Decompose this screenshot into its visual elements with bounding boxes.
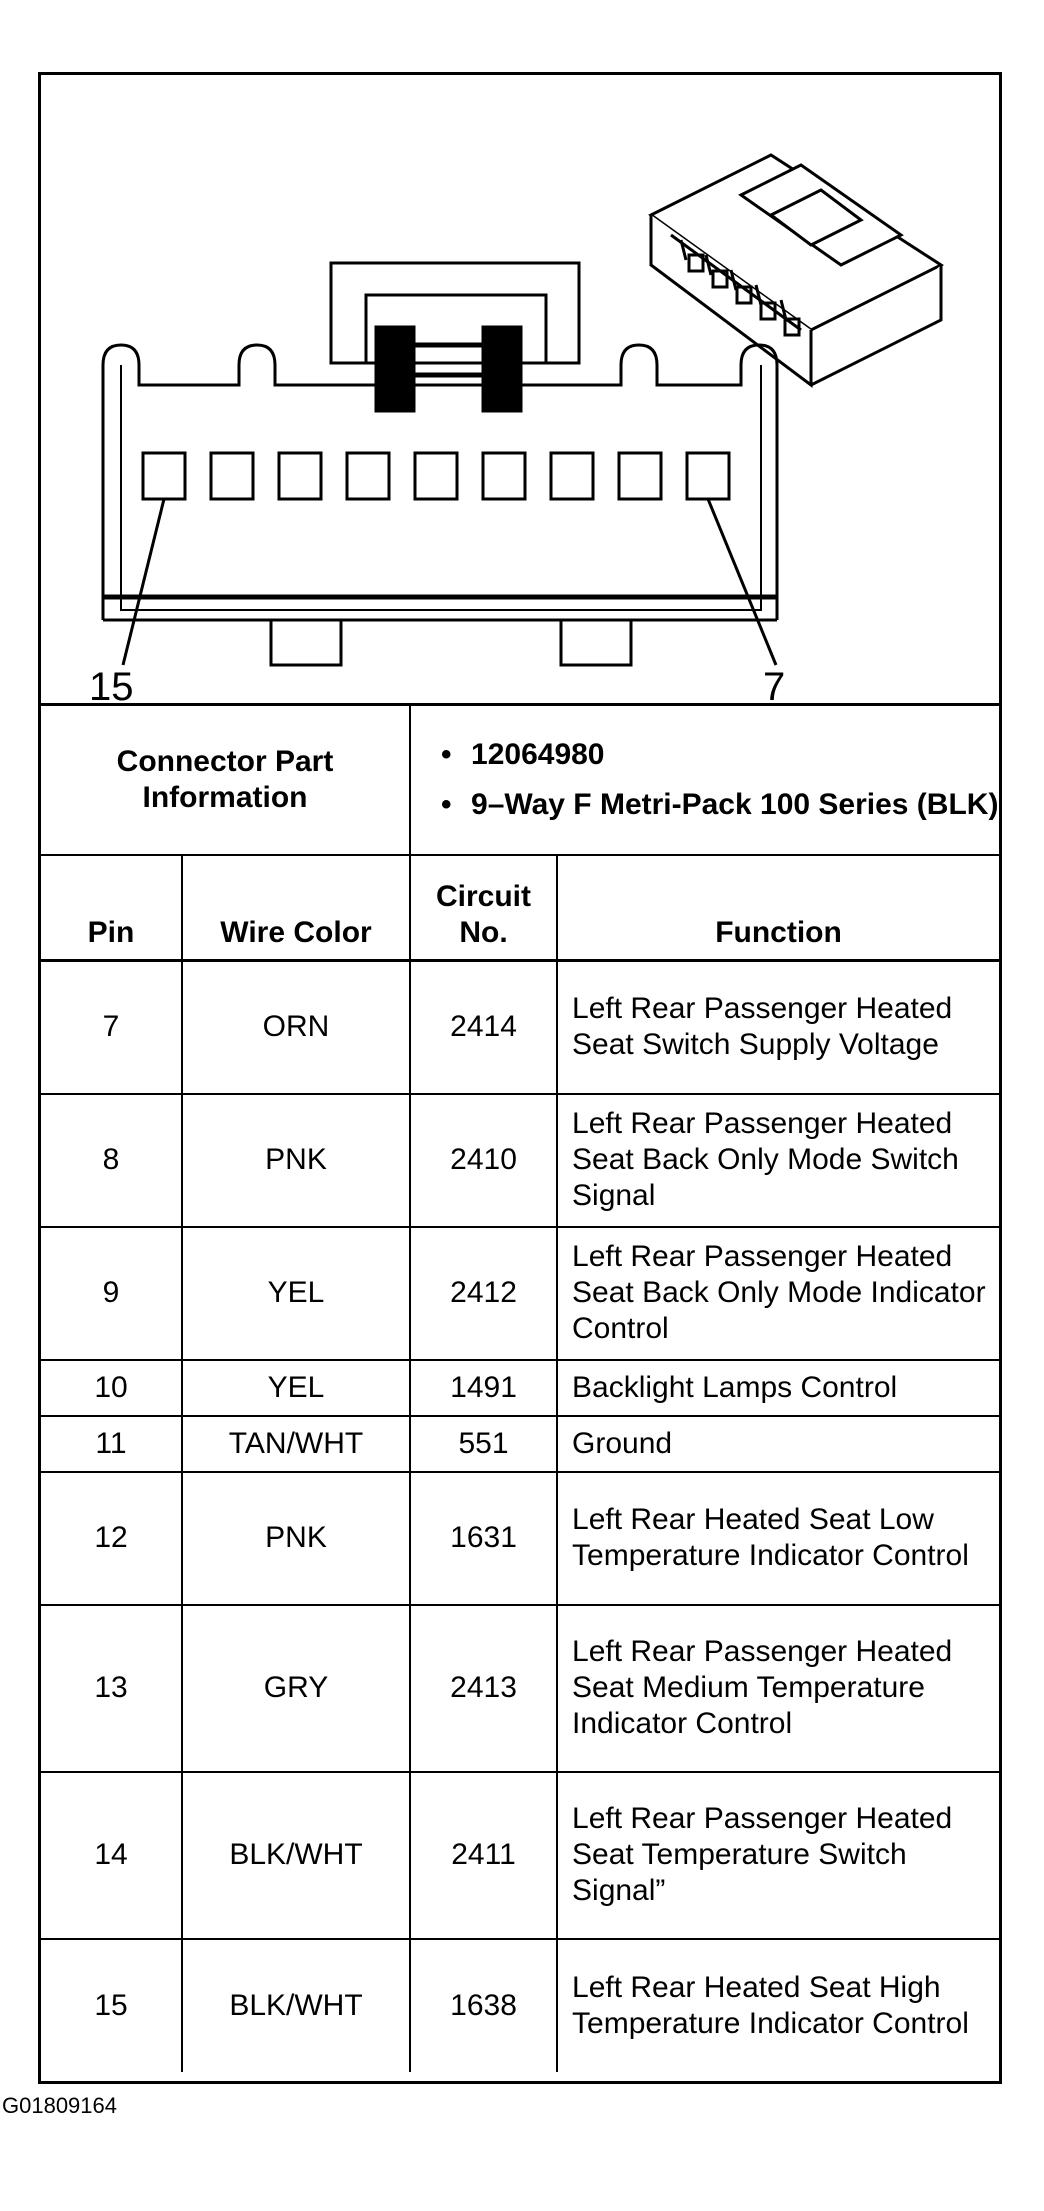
table-row [41, 961, 999, 1094]
circuit-cell: 2412 [410, 1227, 557, 1360]
function-cell: Left Rear Passenger Heated Seat Switch Supply Voltage [557, 961, 999, 1094]
circuit-cell: 2414 [410, 961, 557, 1094]
wire-color-cell: PNK [182, 1094, 410, 1227]
connector-figure [41, 75, 999, 709]
circuit-cell: 2411 [410, 1772, 557, 1939]
pin-cell: 8 [41, 1094, 182, 1227]
pin-7-callout: 7 [763, 665, 786, 709]
wire-color-cell: TAN/WHT [182, 1416, 410, 1472]
circuit-cell: 1631 [410, 1472, 557, 1605]
connector-front-view [103, 263, 777, 665]
circuit-cell: 2413 [410, 1605, 557, 1772]
function-cell: Backlight Lamps Control [557, 1360, 999, 1416]
figure-id: G01809164 [2, 2093, 117, 2118]
function-cell: Left Rear Heated Seat High Temperature Indicator Control [557, 1939, 999, 2072]
pin-cell: 11 [41, 1416, 182, 1472]
table-row [41, 1472, 999, 1605]
header-circuit-no: Circuit No. [410, 855, 557, 961]
connector-info-values [410, 705, 999, 855]
wire-color-cell: GRY [182, 1605, 410, 1772]
pin-cell: 15 [41, 1939, 182, 2072]
table-row [41, 1227, 999, 1360]
pin-cell: 10 [41, 1360, 182, 1416]
pin-cell: 14 [41, 1772, 182, 1939]
header-function: Function [557, 855, 999, 961]
connector-info-row [41, 705, 999, 855]
pin-cell: 13 [41, 1605, 182, 1772]
header-pin: Pin [41, 855, 182, 961]
wire-color-cell: YEL [182, 1360, 410, 1416]
wire-color-cell: ORN [182, 961, 410, 1094]
pinout-rows [41, 961, 999, 2072]
function-cell: Left Rear Passenger Heated Seat Medium Temperature Indicator Control [557, 1605, 999, 1772]
pin-cell: 12 [41, 1472, 182, 1605]
table-row [41, 1416, 999, 1472]
circuit-cell: 2410 [410, 1094, 557, 1227]
pin-cell: 9 [41, 1227, 182, 1360]
pin-cell: 7 [41, 961, 182, 1094]
connector-part-number: • 12064980 [471, 737, 999, 773]
table-row [41, 1360, 999, 1416]
function-cell: Left Rear Passenger Heated Seat Back Only Mode Indicator Control [557, 1227, 999, 1360]
header-wire-color: Wire Color [182, 855, 410, 961]
wire-color-cell: BLK/WHT [182, 1939, 410, 2072]
pinout-table [41, 703, 999, 2072]
table-row [41, 1772, 999, 1939]
table-row [41, 1605, 999, 1772]
function-cell: Left Rear Passenger Heated Seat Temperature Switch Signal” [557, 1772, 999, 1939]
circuit-cell: 1491 [410, 1360, 557, 1416]
pin-15-callout: 15 [89, 665, 134, 709]
wire-color-cell: BLK/WHT [182, 1772, 410, 1939]
wire-color-cell: YEL [182, 1227, 410, 1360]
connector-description: • 9–Way F Metri-Pack 100 Series (BLK) [471, 787, 999, 823]
function-cell: Ground [557, 1416, 999, 1472]
connector-info-label: Connector Part Information [41, 705, 410, 855]
function-cell: Left Rear Passenger Heated Seat Back Only Mode Switch Signal [557, 1094, 999, 1227]
table-header-row [41, 855, 999, 961]
wire-color-cell: PNK [182, 1472, 410, 1605]
connector-sheet [38, 72, 1002, 2084]
circuit-cell: 1638 [410, 1939, 557, 2072]
connector-drawing [41, 75, 999, 703]
table-row [41, 1939, 999, 2072]
connector-isometric-view [651, 155, 941, 385]
circuit-cell: 551 [410, 1416, 557, 1472]
table-row [41, 1094, 999, 1227]
function-cell: Left Rear Heated Seat Low Temperature Indicator Control [557, 1472, 999, 1605]
